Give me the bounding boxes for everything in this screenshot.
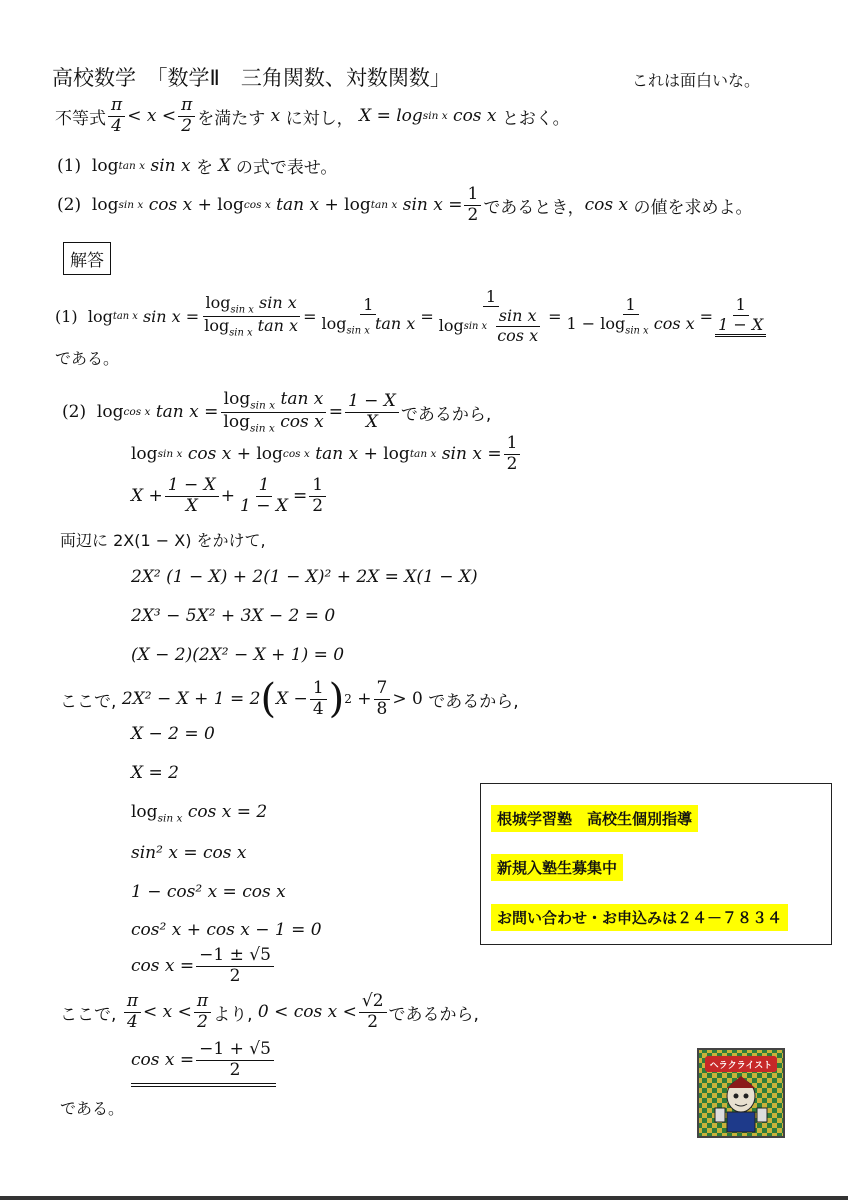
final-end: である。 xyxy=(60,1099,125,1118)
equation-step-9: cos² x + cos x − 1 = 0 xyxy=(131,920,322,940)
advertisement-box xyxy=(480,783,832,945)
equation-step-4: X − 2 = 0 xyxy=(131,724,215,744)
problem-intro: 不等式 π 4 < x < π 2 を満たす x に対し， X = log sin x cos x とおく。 xyxy=(55,95,570,136)
equation-step-7: sin² x = cos x xyxy=(131,843,247,863)
equation-step-10: cos x = $\frac{-1 \pm √5}{2}$ xyxy=(131,946,276,986)
problem-intro-text: 不等式 xyxy=(55,108,106,129)
equation-step-2: 2X³ − 5X² + 3X − 2 = 0 xyxy=(131,606,336,626)
answer-1-equation: (1) log tan x sin x = $\log_{sin x} \sin x$ $\log_{sin x} \tan x$ = 1 $\log_{sin x} \tan x$ = 1 log sin x sin x cos x = 1 $1 - \log_{sin x} \cos x$ = 1 1 − X xyxy=(55,288,768,345)
question-1: (1) log tan x sin x を X の式で表せ。 xyxy=(57,155,338,178)
answer-2-line3: X + $\frac{1 - X}{X}$ + 1 1 − X = 1 2 xyxy=(131,476,328,516)
equation-step-6: $\log_{sin x} \cos x = 2$ xyxy=(131,802,268,825)
page-title: 高校数学 「数学Ⅱ 三角関数、対数関数」 xyxy=(52,66,451,90)
range-line: ここで, π 4 < x < π 2 より, 0 < cos x < √2 2 であるから, xyxy=(60,991,479,1032)
page-bottom-border xyxy=(0,1196,848,1200)
ad-line-3: お問い合わせ・お申込みは２４－７８３４ xyxy=(491,904,788,931)
equation-step-3: (X − 2)(2X² − X + 1) = 0 xyxy=(131,645,345,665)
discriminant-line: ここで, 2X² − X + 1 = 2 ( X − $\frac{1}{4}$ ) 2 + 7 8 > 0 であるから, xyxy=(60,676,519,722)
ad-line-1: 根城学習塾 高校生個別指導 xyxy=(491,805,698,832)
ad-line-2: 新規入塾生募集中 xyxy=(491,854,623,881)
equation-step-5: X = 2 xyxy=(131,763,179,783)
answer-2-line1: (2) log cos x tan x = $\log_{sin x} \tan x$ $\log_{sin x} \cos x$ = 1 − X X であるから, xyxy=(62,389,492,435)
margin-comment: これは面白いな。 xyxy=(632,71,761,90)
answer-label: 解答 xyxy=(63,242,111,275)
sticker-text: ヘラクライスト xyxy=(709,1061,773,1071)
final-answer: cos x = $\frac{-1 + √5}{2}$ xyxy=(131,1040,276,1087)
question-2: (2) log sin x cos x + log cos x tan x + log tan x sin x = $\frac{1}{2}$ であるとき， cos x の値を求めよ。 xyxy=(57,184,753,225)
both-sides-text: 両辺に 2X(1 − X) をかけて, xyxy=(60,531,266,550)
answer-2-line2: log sin x cos x + log cos x tan x + log tan x sin x = 1 2 xyxy=(131,434,522,474)
equation-step-8: 1 − cos² x = cos x xyxy=(131,882,286,902)
answer-1-end: である。 xyxy=(55,349,120,368)
sticker-image xyxy=(697,1048,785,1138)
equation-step-1: 2X² (1 − X) + 2(1 − X)² + 2X = X(1 − X) xyxy=(131,567,478,587)
